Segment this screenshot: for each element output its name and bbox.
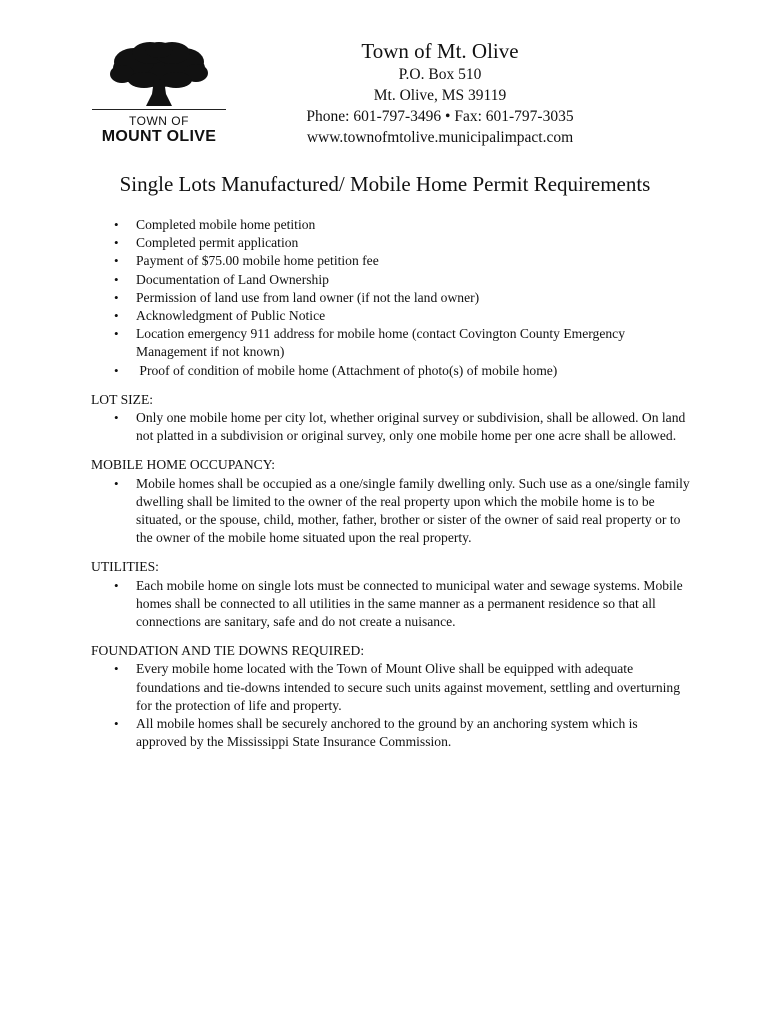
logo-divider bbox=[92, 109, 226, 110]
logo-town-label: TOWN OF bbox=[129, 114, 189, 128]
town-logo bbox=[88, 42, 230, 145]
list-item: • All mobile homes shall be securely anchored to the ground by an anchoring system which is approved by the Mississippi State Insurance Commission. bbox=[91, 715, 691, 751]
list-item: • Completed mobile home petition bbox=[91, 216, 691, 234]
page-title: Single Lots Manufactured/ Mobile Home Permit Requirements bbox=[119, 172, 651, 196]
list-item: • Acknowledgment of Public Notice bbox=[91, 307, 691, 325]
requirements-list bbox=[91, 216, 691, 380]
oak-tree-icon bbox=[88, 42, 230, 112]
list-item: • Payment of $75.00 mobile home petition fee bbox=[91, 252, 691, 270]
section-utilities bbox=[91, 558, 691, 631]
section-heading: UTILITIES: bbox=[91, 559, 159, 575]
section-heading: FOUNDATION AND TIE DOWNS REQUIRED: bbox=[91, 643, 365, 659]
letterhead bbox=[250, 38, 630, 148]
phone-fax: Phone: 601-797-3496 • Fax: 601-797-3035 bbox=[306, 108, 574, 125]
list-item: • Completed permit application bbox=[91, 234, 691, 252]
address-line-1: P.O. Box 510 bbox=[398, 66, 482, 83]
letterhead-title: Town of Mt. Olive bbox=[361, 39, 519, 63]
list-item: • Documentation of Land Ownership bbox=[91, 271, 691, 289]
list-item: • Location emergency 911 address for mobile home (contact Covington County Emergency Management if not known) bbox=[91, 325, 691, 361]
section-lot-size bbox=[91, 391, 691, 446]
list-item: • Proof of condition of mobile home (Attachment of photo(s) of mobile home) bbox=[91, 362, 691, 380]
logo-name-label: MOUNT OLIVE bbox=[101, 128, 217, 145]
document-body bbox=[91, 216, 691, 751]
section-heading: LOT SIZE: bbox=[91, 391, 154, 407]
list-item: • Every mobile home located with the Town of Mount Olive shall be equipped with adequate foundations and tie-downs intended to secure such units against movement, settling and overturning for the protection of life and property. bbox=[91, 660, 691, 715]
website: www.townofmtolive.municipalimpact.com bbox=[306, 129, 574, 146]
list-item: • Each mobile home on single lots must be connected to municipal water and sewage systems. Mobile homes shall be connected to all utilities in the same manner as a permanent residence so that all connections are sanitary, safe and do not create a nuisance. bbox=[91, 577, 691, 632]
section-heading: MOBILE HOME OCCUPANCY: bbox=[91, 457, 276, 473]
list-item: • Mobile homes shall be occupied as a one/single family dwelling only. Such use as a one/single family dwelling shall be limited to the owner of the real property upon which the mobile home is to be situated, or the spouse, child, mother, father, brother or sister of the owner of said real property or to the owner of the mobile home situated upon the real property. bbox=[91, 475, 691, 548]
section-occupancy bbox=[91, 456, 691, 547]
list-item: • Only one mobile home per city lot, whether original survey or subdivision, shall be allowed. On land not platted in a subdivision or original survey, only one mobile home per one acre shall be allowed. bbox=[91, 409, 691, 445]
address-line-2: Mt. Olive, MS 39119 bbox=[373, 87, 507, 104]
section-foundation bbox=[91, 642, 691, 751]
list-item: • Permission of land use from land owner (if not the land owner) bbox=[91, 289, 691, 307]
